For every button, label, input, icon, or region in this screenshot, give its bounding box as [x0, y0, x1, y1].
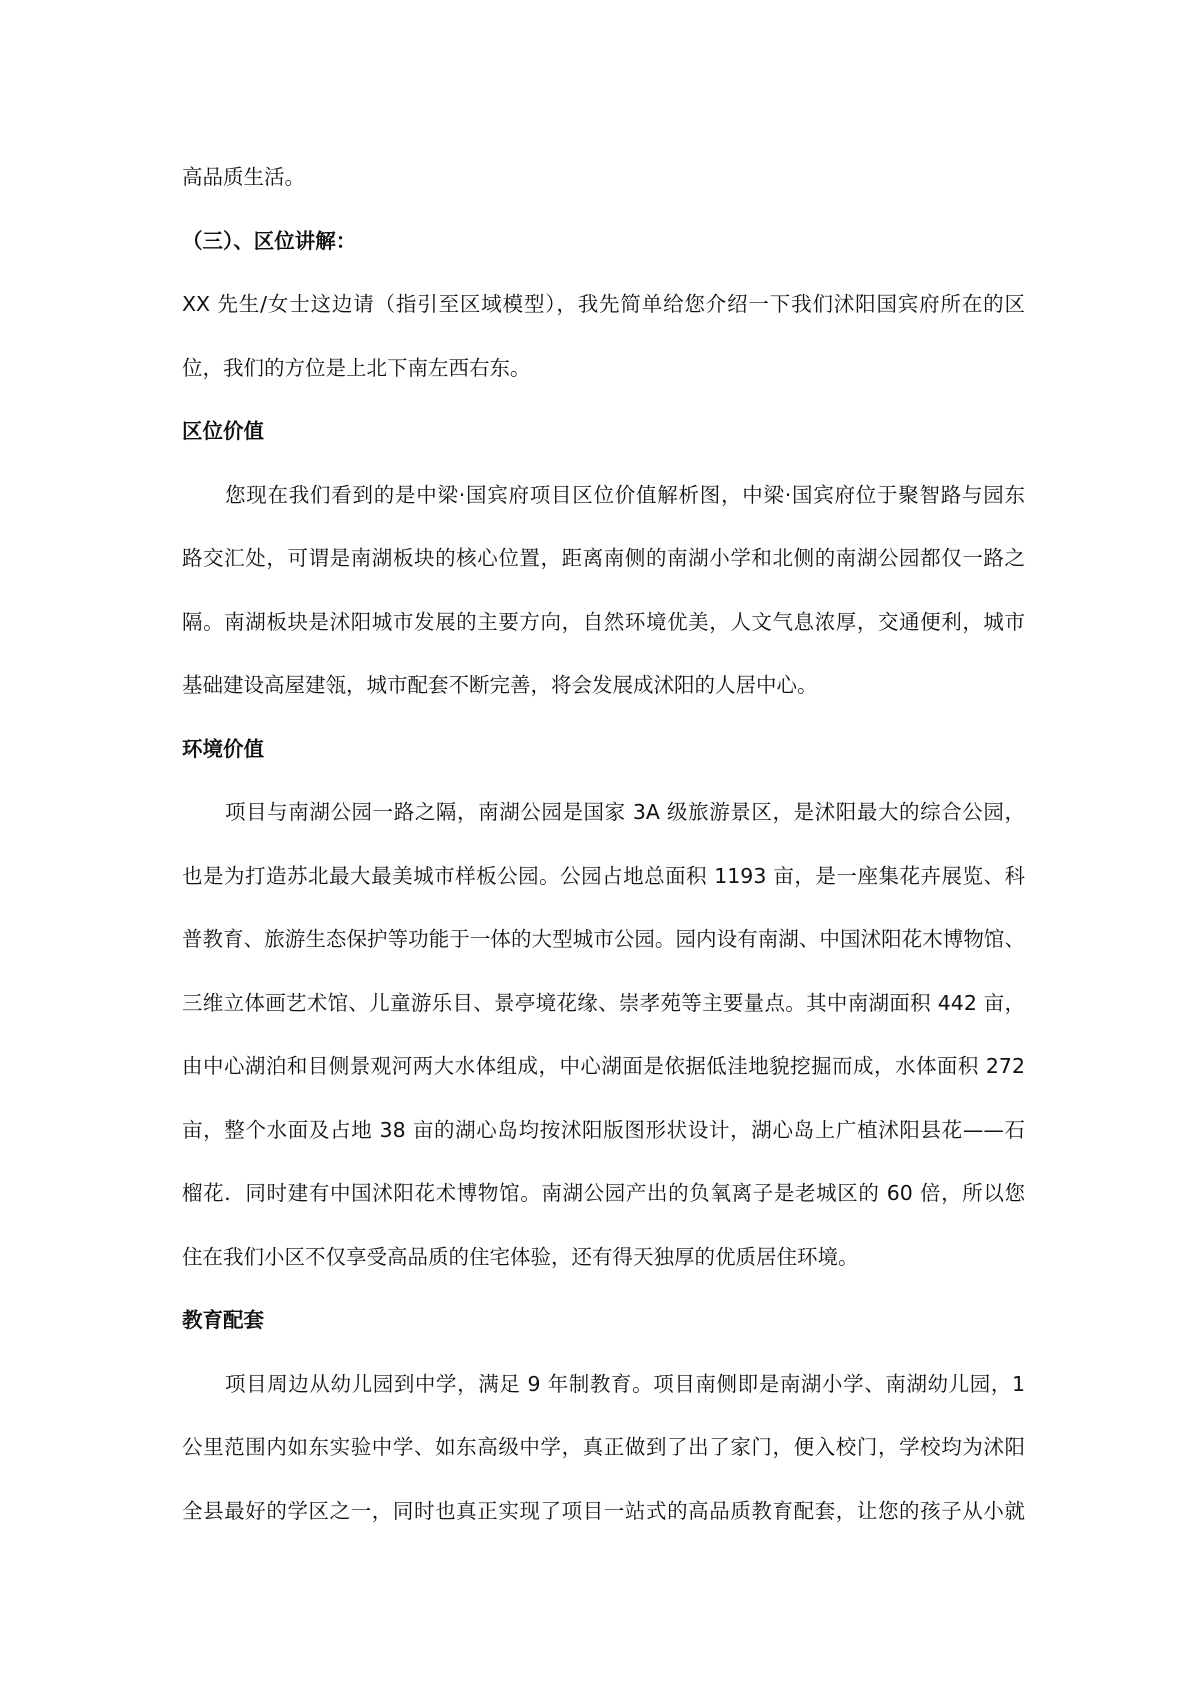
text-line: 隔。南湖板块是沭阳城市发展的主要方向，自然环境优美，人文气息浓厚，交通便利，城市: [182, 609, 1025, 634]
text-line: 公里范围内如东实验中学、如东高级中学，真正做到了出了家门，便入校门，学校均为沭阳: [182, 1435, 1025, 1459]
text-line: 三维立体画艺术馆、儿童游乐目、景亭境花缘、崇孝苑等主要量点。其中南湖面积 442 亩，: [182, 990, 1025, 1015]
text-line: 路交汇处，可谓是南湖板块的核心位置，距离南侧的南湖小学和北侧的南湖公园都仅一路之: [182, 546, 1025, 570]
section-heading: 教育配套: [182, 1308, 264, 1332]
text-line: 基础建设高屋建瓴，城市配套不断完善，将会发展成沭阳的人居中心。: [182, 673, 818, 697]
text-line: 高品质生活。: [182, 165, 305, 189]
text-line: XX 先生/女士这边请（指引至区域模型），我先简单给您介绍一下我们沭阳国宾府所在的区: [182, 292, 1025, 316]
text-line: 位，我们的方位是上北下南左西右东。: [182, 355, 531, 380]
text-line: 全县最好的学区之一，同时也真正实现了项目一站式的高品质教育配套，让您的孩子从小就: [182, 1498, 1025, 1523]
section-heading: （三）、区位讲解：: [182, 228, 357, 253]
section-heading: 区位价值: [182, 419, 264, 443]
text-line: 亩，整个水面及占地 38 亩的湖心岛均按沭阳版图形状设计，湖心岛上广植沭阳县花——石: [182, 1117, 1025, 1142]
section-heading: 环境价值: [182, 736, 264, 761]
text-line: 您现在我们看到的是中梁·国宾府项目区位价值解析图，中梁·国宾府位于聚智路与园东: [225, 482, 1025, 507]
text-line: 由中心湖泊和目侧景观河两大水体组成，中心湖面是依据低洼地貌挖掘而成，水体面积 272: [182, 1054, 1025, 1078]
text-line: 项目与南湖公园一路之隔，南湖公园是国家 3A 级旅游景区，是沭阳最大的综合公园，: [225, 800, 1025, 824]
text-line: 榴花．同时建有中国沭阳花术博物馆。南湖公园产出的负氧离子是老城区的 60 倍，所以您: [182, 1181, 1025, 1205]
document-page: [182, 146, 1025, 1543]
text-line: 住在我们小区不仅享受高品质的住宅体验，还有得天独厚的优质居住环境。: [182, 1244, 859, 1269]
text-line: 项目周边从幼儿园到中学，满足 9 年制教育。项目南侧即是南湖小学、南湖幼儿园，1: [225, 1371, 1025, 1396]
text-line: 普教育、旅游生态保护等功能于一体的大型城市公园。园内设有南湖、中国沭阳花木博物馆、: [182, 927, 1025, 951]
text-line: 也是为打造苏北最大最美城市样板公园。公园占地总面积 1193 亩，是一座集花卉展览、科: [182, 863, 1025, 888]
